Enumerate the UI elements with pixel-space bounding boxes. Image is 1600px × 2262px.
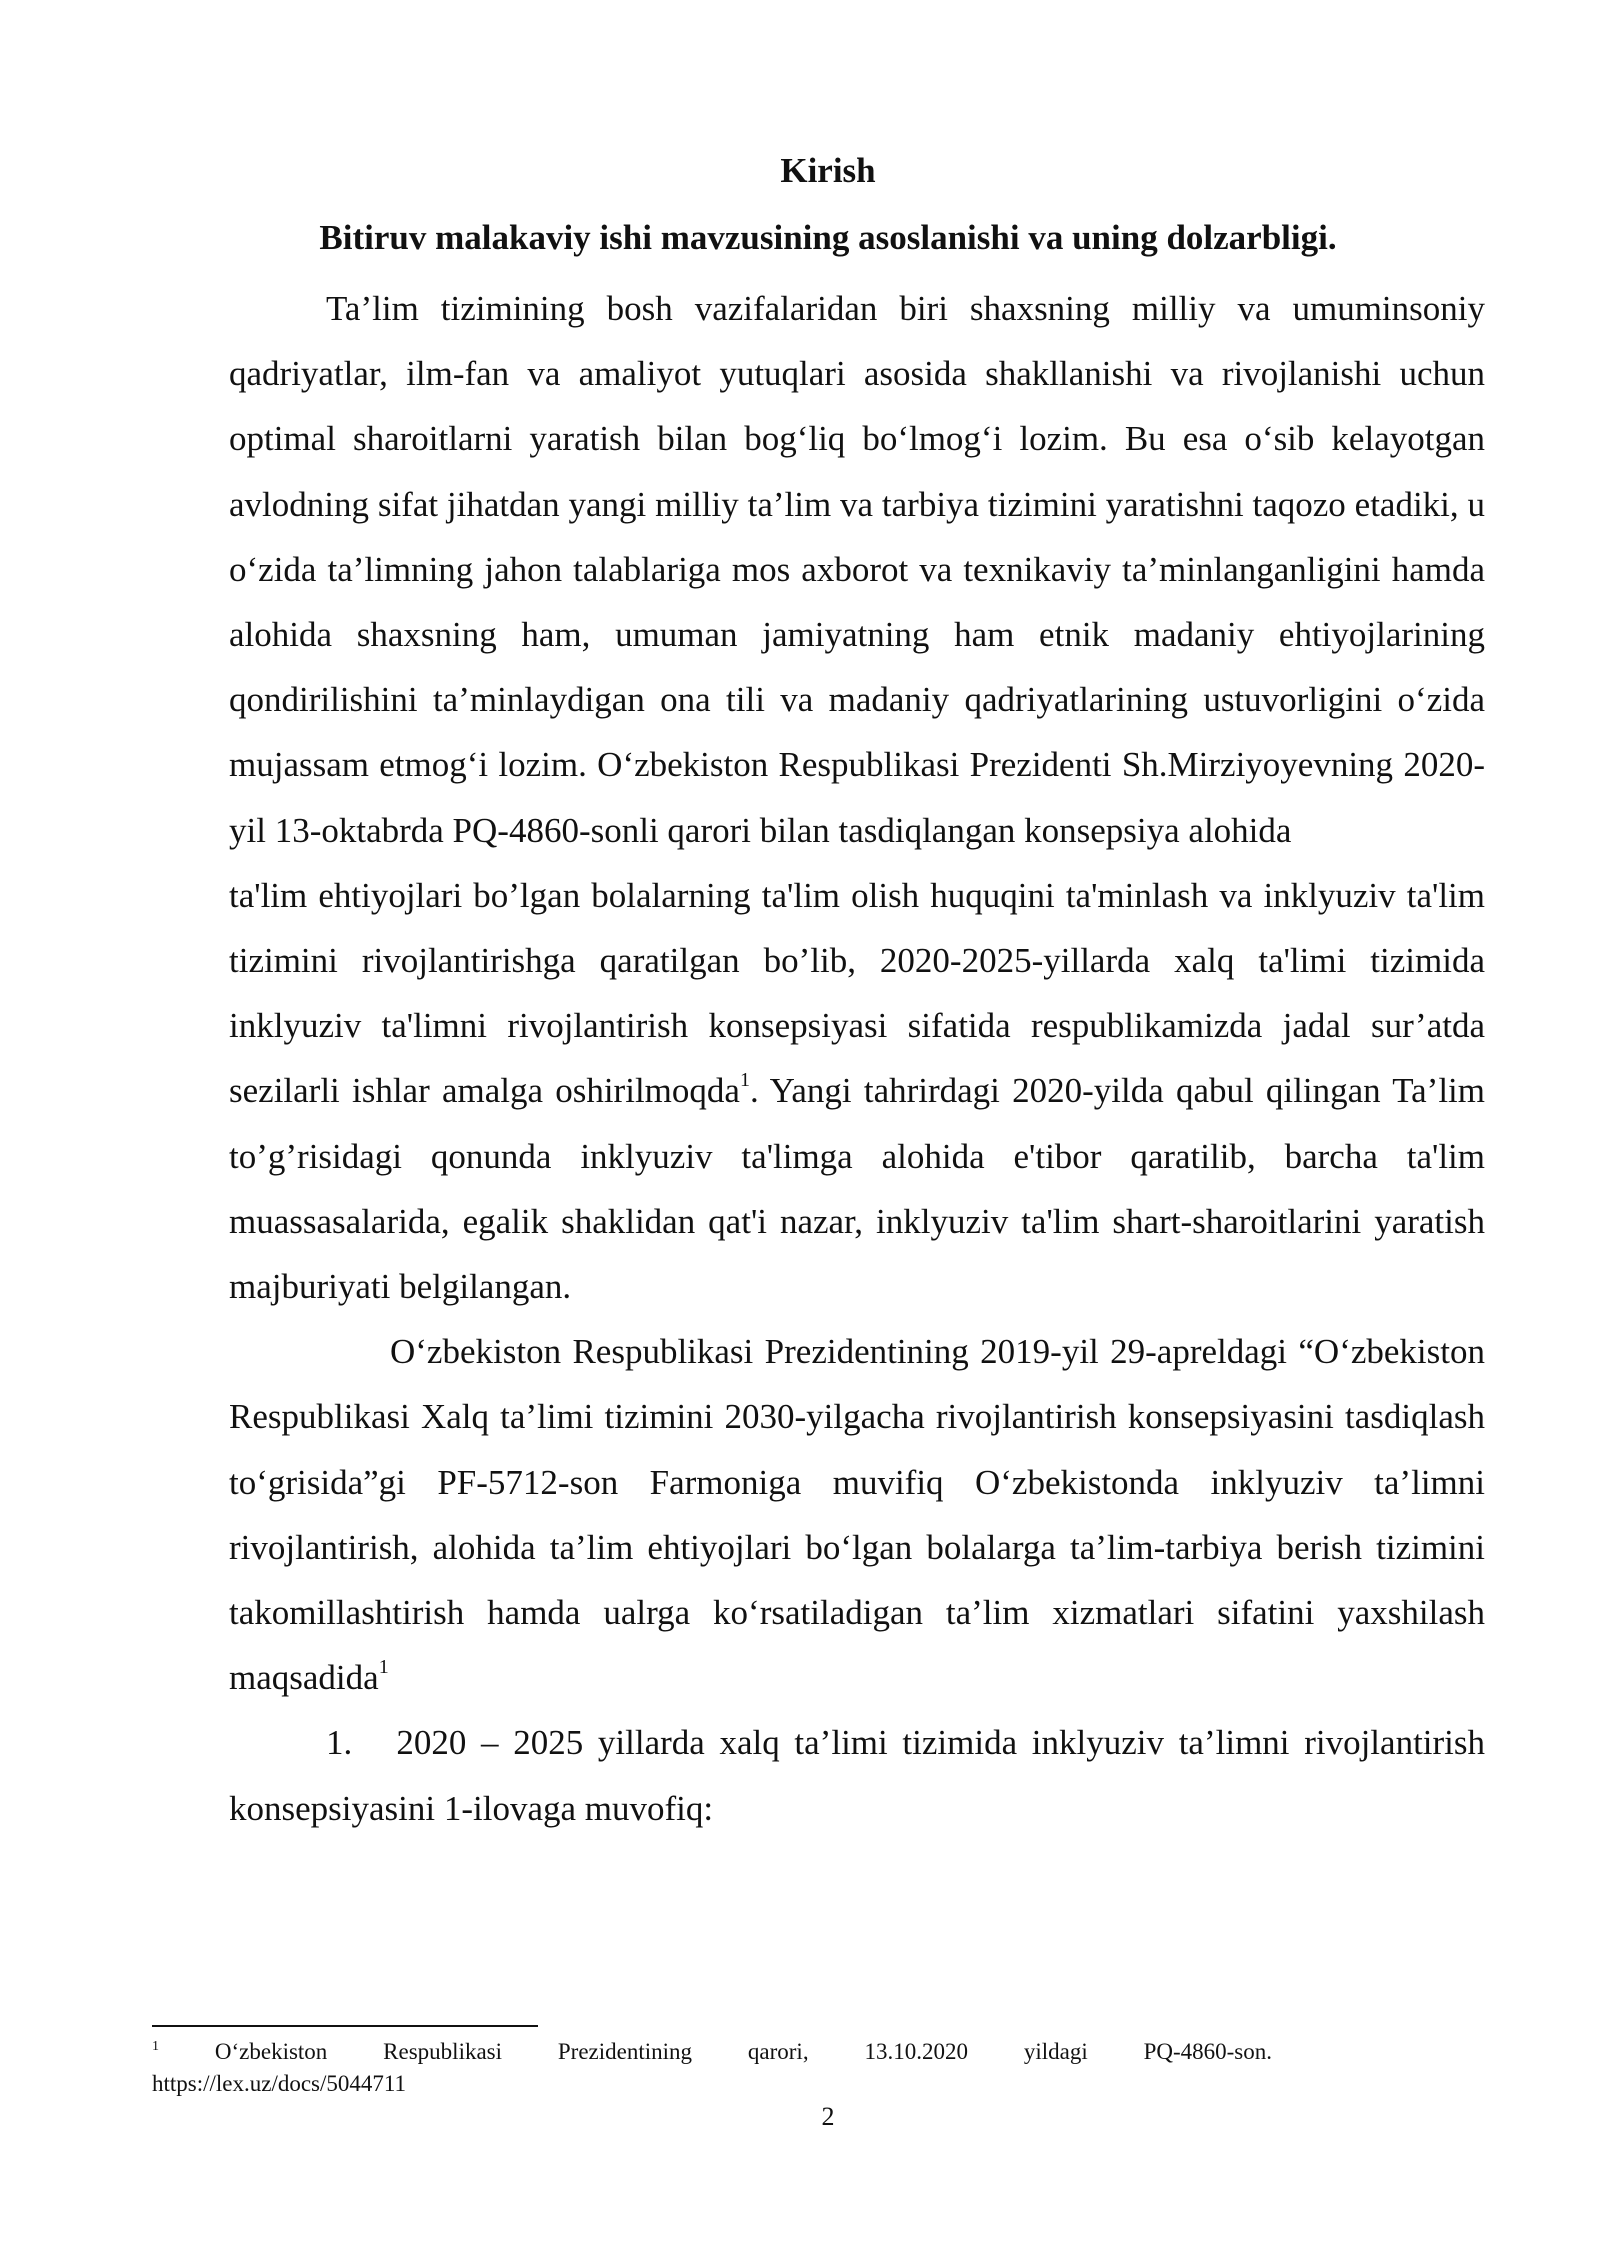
paragraph-text: . Yangi tahrirdagi 2020-yilda qabul qilingan Ta’lim to’g’risidagi qonunda inklyuziv ta'limga alohida e'tibor qaratilib, barcha ta'lim muassasalarida, egalik shaklidan qat'i nazar, inklyuziv ta'lim shart-sharoitlarini yaratish majburiyati belgilangan. [229, 1071, 1486, 1307]
section-subtitle: Bitiruv malakaviy ishi mavzusining asoslanishi va uning dolzarbligi. [319, 218, 1337, 257]
paragraph-decree [229, 1319, 1485, 1710]
footnote-separator [152, 2025, 538, 2027]
footnote-link[interactable]: https://lex.uz/docs/5044711 [152, 2071, 407, 2096]
page-title: Kirish [780, 151, 876, 190]
paragraph-intro-continued [229, 863, 1485, 1319]
body-text [229, 276, 1485, 1841]
footnote-text: O‘zbekiston Respublikasi Prezidentining qarori, 13.10.2020 yildagi PQ-4860-son. [214, 2039, 1273, 2064]
list-item [229, 1710, 1485, 1840]
list-item-text: 2020 – 2025 yillarda xalq ta’limi tizimida inklyuziv ta’limni rivojlantirish konsepsiyasini 1-ilovaga muvofiq: [229, 1723, 1486, 1828]
footnote-line [152, 2036, 1272, 2068]
page-number: 2 [821, 2102, 835, 2131]
paragraph-text: O‘zbekiston Respublikasi Prezidentining 2019-yil 29-apreldagi “O‘zbekiston Respublikasi Xalq ta’limi tizimini 2030-yilgacha rivojlantirish konsepsiyasini tasdiqlash to‘grisida”gi PF-5712-son Farmoniga muvifiq O‘zbekistonda inklyuziv ta’limni rivojlantirish, alohida ta’lim ehtiyojlari bo‘lgan bolalarga ta’lim-tarbiya berish tizimini takomillashtirish hamda ualrga ko‘rsatiladigan ta’lim xizmatlari sifatini yaxshilash maqsadida [229, 1332, 1485, 1698]
footnote-reference[interactable]: 1 [378, 1656, 389, 1679]
footnote-reference[interactable]: 1 [739, 1069, 750, 1092]
footnote [152, 2036, 1272, 2100]
paragraph-text: ta'lim ehtiyojlari bo’lgan bolalarning ta'lim olish huquqini ta'minlash va inklyuziv ta'lim tizimini rivojlantirishga qaratilgan bo’lib, 2020-2025-yillarda xalq ta'limi tizimida inklyuziv ta'limni rivojlantirish konsepsiyasi sifatida respublikamizda jadal sur’atda sezilarli ishlar amalga oshirilmoqda [229, 875, 1485, 1111]
footnote-marker: 1 [152, 2039, 159, 2054]
paragraph-intro: Ta’lim tizimining bosh vazifalaridan biri shaxsning milliy va umuminsoniy qadriyatlar, ilm-fan va amaliyot yutuqlari asosida shakllanishi va rivojlanishi uchun optimal sharoitlarni yaratish bilan bog‘liq bo‘lmog‘i lozim. Bu esa o‘sib kelayotgan avlodning sifat jihatdan yangi milliy ta’lim va tarbiya tizimini yaratishni taqozo etadiki, u o‘zida ta’limning jahon talablariga mos axborot va texnikaviy ta’minlanganligini hamda alohida shaxsning ham, umuman jamiyatning ham etnik madaniy ehtiyojlarining qondirilishini ta’minlaydigan ona tili va madaniy qadriyatlarining ustuvorligini o‘zida mujassam etmog‘i lozim. O‘zbekiston Respublikasi Prezidenti Sh.Mirziyoyevning 2020-yil 13-oktabrda PQ-4860-sonli qarori bilan tasdiqlangan konsepsiya alohida [229, 289, 1485, 850]
list-item-number: 1. [326, 1723, 353, 1763]
